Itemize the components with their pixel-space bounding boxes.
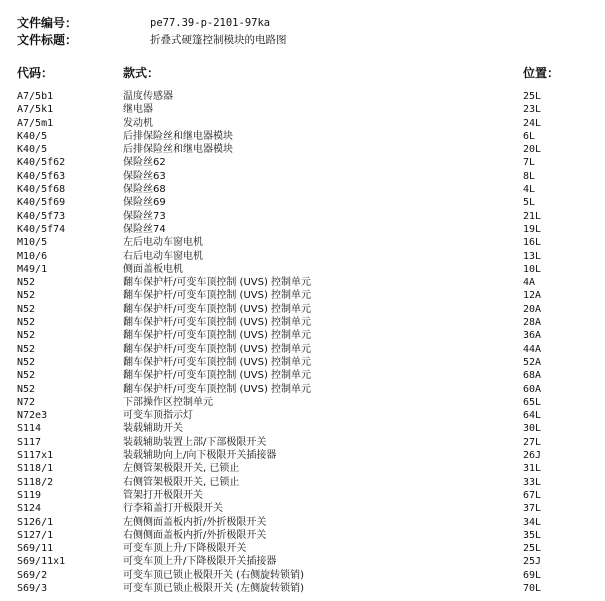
row-code: S126/1: [17, 516, 54, 528]
row-code: K40/5f68: [17, 184, 66, 196]
row-code: S69/2: [17, 569, 48, 581]
row-position: 67L: [523, 489, 542, 501]
row-code: N52: [17, 317, 36, 329]
row-code: N72: [17, 396, 36, 408]
row-code: N52: [17, 277, 36, 289]
row-model: 翻车保护杆/可变车顶控制 (UVS) 控制单元: [123, 370, 312, 382]
row-model: 保险丝63: [123, 170, 166, 182]
table-row: [17, 343, 597, 356]
table-row: [17, 196, 597, 209]
row-model: 翻车保护杆/可变车顶控制 (UVS) 控制单元: [123, 290, 312, 302]
row-code: S119: [17, 489, 42, 501]
table-row: [17, 117, 597, 130]
row-model: 保险丝62: [123, 157, 166, 169]
table-row: [17, 529, 597, 542]
row-code: N52: [17, 330, 36, 342]
row-model: 可变车顶已锁止极限开关 (右侧旋转锁销): [123, 569, 304, 581]
row-code: A7/5b1: [17, 91, 54, 102]
table-row: [17, 210, 597, 223]
table-row: [17, 569, 597, 582]
row-position: 4L: [523, 184, 536, 196]
row-model: 翻车保护杆/可变车顶控制 (UVS) 控制单元: [123, 330, 312, 342]
row-position: 20A: [523, 303, 542, 315]
row-code: S69/11x1: [17, 556, 66, 568]
table-row: [17, 396, 597, 409]
row-model: 翻车保护杆/可变车顶控制 (UVS) 控制单元: [123, 343, 312, 355]
table-row: [17, 329, 597, 342]
row-code: K40/5f74: [17, 223, 66, 235]
row-model: 右后电动车窗电机: [123, 250, 203, 262]
row-model: 保险丝68: [123, 184, 166, 196]
table-row: [17, 582, 597, 595]
row-code: S118/2: [17, 476, 54, 488]
table-row: [17, 103, 597, 116]
row-model: 右侧管架极限开关, 已锁止: [123, 476, 240, 488]
column-header-model: 款式：: [123, 66, 160, 80]
row-code: K40/5f69: [17, 197, 66, 209]
column-header-position: 位置：: [523, 66, 560, 80]
table-row: [17, 223, 597, 236]
row-position: 27L: [523, 436, 542, 448]
row-position: 6L: [523, 130, 536, 142]
table-row: [17, 422, 597, 435]
row-model: 可变车顶指示灯: [123, 410, 193, 422]
table-row: [17, 276, 597, 289]
document-meta: [17, 14, 597, 48]
row-position: 25L: [523, 91, 542, 102]
row-model: 翻车保护杆/可变车顶控制 (UVS) 控制单元: [123, 277, 312, 289]
table-row: [17, 383, 597, 396]
row-model: 发动机: [123, 117, 153, 129]
table-row: [17, 489, 597, 502]
row-position: 26J: [523, 450, 542, 462]
table-row: [17, 303, 597, 316]
row-position: 28A: [523, 317, 542, 329]
row-position: 34L: [523, 516, 542, 528]
table-row: [17, 555, 597, 568]
row-position: 37L: [523, 503, 542, 515]
row-position: 33L: [523, 476, 542, 488]
row-code: S114: [17, 423, 42, 435]
row-code: N72e3: [17, 410, 48, 422]
table-row: [17, 436, 597, 449]
document-title-value: 折叠式硬篷控制模块的电路图: [150, 34, 287, 46]
table-row: [17, 143, 597, 156]
row-model: 装载辅助开关: [123, 423, 183, 435]
row-model: 装载辅助装置上部/下部极限开关: [123, 436, 267, 448]
row-model: 翻车保护杆/可变车顶控制 (UVS) 控制单元: [123, 356, 312, 368]
row-position: 20L: [523, 144, 542, 156]
table-row: [17, 516, 597, 529]
row-position: 5L: [523, 197, 536, 209]
row-position: 68A: [523, 370, 542, 382]
row-position: 52A: [523, 356, 542, 368]
row-model: 温度传感器: [123, 91, 173, 102]
table-row: [17, 250, 597, 263]
row-position: 23L: [523, 104, 542, 116]
row-code: N52: [17, 343, 36, 355]
row-position: 35L: [523, 529, 542, 541]
row-position: 60A: [523, 383, 542, 395]
row-model: 右侧侧面盖板内折/外折极限开关: [123, 529, 267, 541]
row-position: 7L: [523, 157, 536, 169]
table-row: [17, 156, 597, 169]
row-position: 31L: [523, 463, 542, 475]
row-code: A7/5m1: [17, 117, 54, 129]
row-position: 21L: [523, 210, 542, 222]
table-row: [17, 449, 597, 462]
document-title-row: [17, 31, 597, 48]
table-row: [17, 90, 597, 103]
row-model: 侧面盖板电机: [123, 263, 183, 275]
row-code: M49/1: [17, 263, 48, 275]
document-title-label: 文件标题：: [17, 33, 78, 47]
row-code: N52: [17, 356, 36, 368]
row-code: K40/5f63: [17, 170, 66, 182]
row-position: 65L: [523, 396, 542, 408]
row-model: 翻车保护杆/可变车顶控制 (UVS) 控制单元: [123, 383, 312, 395]
row-code: S117x1: [17, 450, 54, 462]
row-position: 30L: [523, 423, 542, 435]
document-number-label: 文件编号：: [17, 16, 78, 30]
table-row: [17, 542, 597, 555]
table-row: [17, 502, 597, 515]
table-header: [17, 64, 597, 80]
document-number-value: pe77.39-p-2101-97ka: [150, 16, 271, 29]
row-code: M10/6: [17, 250, 48, 262]
row-model: 管架打开极限开关: [123, 489, 203, 501]
row-code: S117: [17, 436, 42, 448]
row-code: N52: [17, 370, 36, 382]
table-row: [17, 476, 597, 489]
table-row: [17, 316, 597, 329]
row-position: 4A: [523, 277, 536, 289]
row-position: 13L: [523, 250, 542, 262]
row-code: N52: [17, 303, 36, 315]
row-position: 10L: [523, 263, 542, 275]
row-model: 后排保险丝和继电器模块: [123, 130, 233, 142]
table-row: [17, 356, 597, 369]
row-code: N52: [17, 383, 36, 395]
row-code: S127/1: [17, 529, 54, 541]
row-code: S118/1: [17, 463, 54, 475]
row-code: K40/5f62: [17, 157, 66, 169]
column-header-code: 代码：: [17, 66, 54, 80]
document-number-row: [17, 14, 597, 31]
row-model: 装载辅助向上/向下极限开关插接器: [123, 450, 277, 462]
row-code: N52: [17, 290, 36, 302]
row-code: K40/5: [17, 144, 48, 156]
row-model: 左后电动车窗电机: [123, 237, 203, 249]
table-row: [17, 409, 597, 422]
row-position: 24L: [523, 117, 542, 129]
row-model: 可变车顶已锁止极限开关 (左侧旋转锁销): [123, 582, 304, 594]
row-model: 保险丝69: [123, 197, 166, 209]
row-model: 翻车保护杆/可变车顶控制 (UVS) 控制单元: [123, 303, 312, 315]
row-code: S124: [17, 503, 42, 515]
row-code: S69/3: [17, 582, 48, 594]
row-code: K40/5: [17, 130, 48, 142]
row-position: 16L: [523, 237, 542, 249]
row-model: 左侧管架极限开关, 已锁止: [123, 463, 240, 475]
row-code: S69/11: [17, 543, 54, 555]
row-position: 36A: [523, 330, 542, 342]
table-row: [17, 263, 597, 276]
row-position: 69L: [523, 569, 542, 581]
component-table: [17, 90, 597, 595]
row-position: 64L: [523, 410, 542, 422]
row-code: A7/5k1: [17, 104, 54, 116]
row-model: 下部操作区控制单元: [123, 396, 213, 408]
row-code: M10/5: [17, 237, 48, 249]
row-model: 左侧侧面盖板内折/外折极限开关: [123, 516, 267, 528]
row-position: 44A: [523, 343, 542, 355]
row-model: 行李箱盖打开极限开关: [123, 503, 223, 515]
row-code: K40/5f73: [17, 210, 66, 222]
row-model: 后排保险丝和继电器模块: [123, 144, 233, 156]
table-row: [17, 130, 597, 143]
table-row: [17, 236, 597, 249]
table-row: [17, 289, 597, 302]
row-position: 8L: [523, 170, 536, 182]
row-model: 保险丝74: [123, 223, 166, 235]
row-position: 70L: [523, 582, 542, 594]
table-row: [17, 462, 597, 475]
row-model: 翻车保护杆/可变车顶控制 (UVS) 控制单元: [123, 317, 312, 329]
row-model: 可变车顶上升/下降极限开关插接器: [123, 556, 277, 568]
table-row: [17, 170, 597, 183]
table-row: [17, 369, 597, 382]
row-position: 12A: [523, 290, 542, 302]
row-model: 可变车顶上升/下降极限开关: [123, 543, 247, 555]
row-position: 25J: [523, 556, 542, 568]
row-model: 保险丝73: [123, 210, 166, 222]
row-model: 继电器: [123, 104, 153, 116]
row-position: 19L: [523, 223, 542, 235]
row-position: 25L: [523, 543, 542, 555]
table-row: [17, 183, 597, 196]
